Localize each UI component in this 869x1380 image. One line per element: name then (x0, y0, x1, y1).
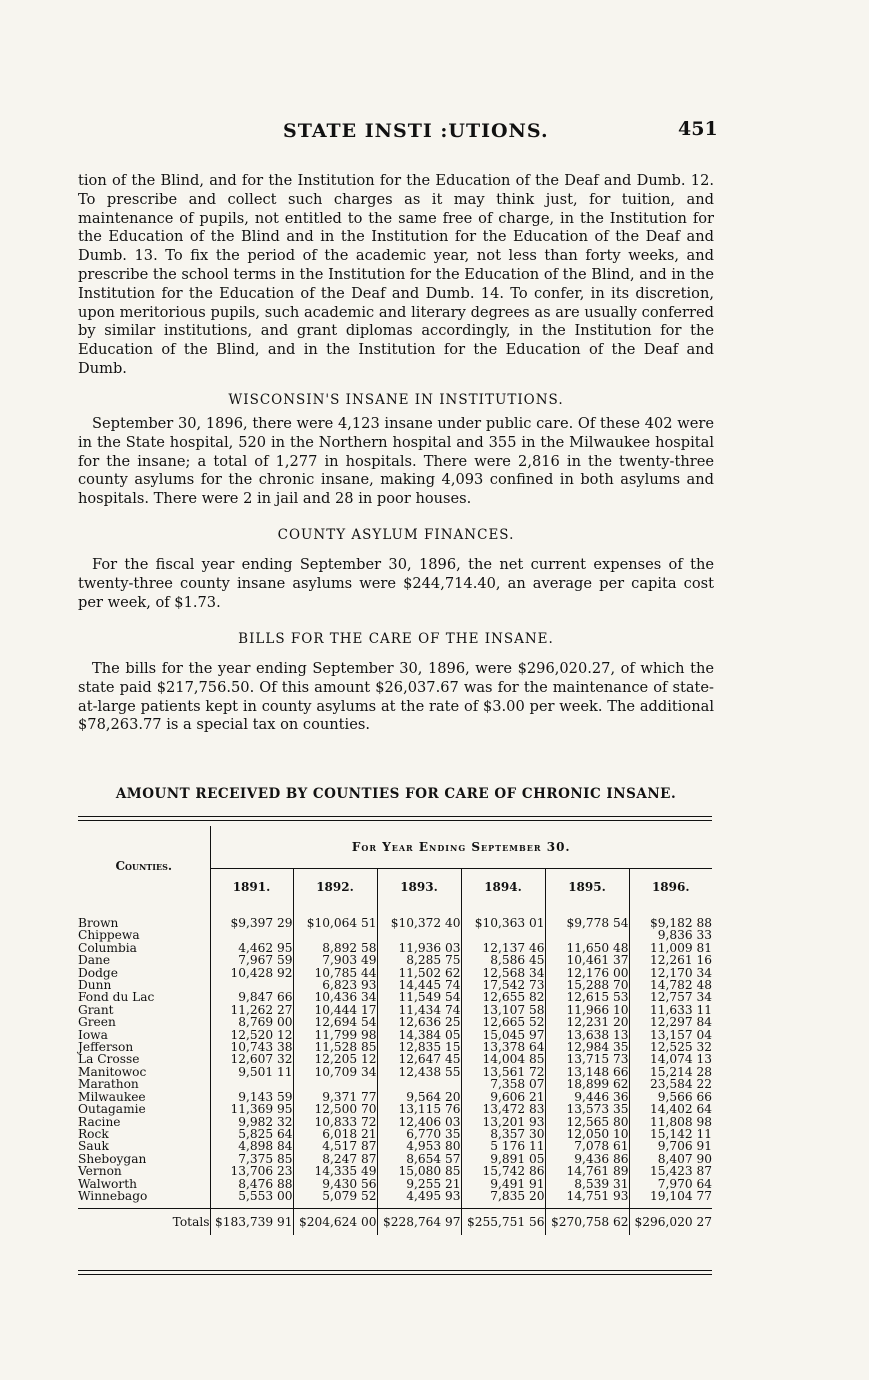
amount-cell: 12,984 35 (545, 1041, 629, 1053)
amount-cell: 12,607 32 (210, 1053, 293, 1065)
totals-label: Totals (78, 1209, 210, 1236)
amount-cell: 13,638 13 (545, 1029, 629, 1041)
amount-cell: 9,566 66 (629, 1091, 712, 1103)
amount-cell: 14,335 49 (293, 1165, 377, 1177)
amount-cell: 12,137 46 (461, 942, 545, 954)
amount-cell: 15,742 86 (461, 1165, 545, 1177)
amount-cell: 11,650 48 (545, 942, 629, 954)
amount-cell: 14,402 64 (629, 1103, 712, 1115)
amount-cell: 8,892 58 (293, 942, 377, 954)
county-name: Milwaukee (78, 1089, 146, 1104)
amount-cell: 8,476 88 (210, 1178, 293, 1190)
amount-cell: 11,369 95 (210, 1103, 293, 1115)
county-name: Rock (78, 1126, 109, 1141)
amount-cell: 11,808 98 (629, 1116, 712, 1128)
amount-cell: 12,615 53 (545, 991, 629, 1003)
page-header-title: STATE INSTI :UTIONS. (283, 120, 549, 142)
amount-cell: 8,654 57 (377, 1153, 461, 1165)
amount-cell: 15,288 70 (545, 979, 629, 991)
amount-cell: 14,004 85 (461, 1053, 545, 1065)
amount-cell: 10,428 92 (210, 967, 293, 979)
amount-cell: $10,064 51 (293, 905, 377, 929)
page-number: 451 (678, 118, 718, 140)
table-bottom-rule-inner (78, 1274, 712, 1275)
amount-cell: 8,586 45 (461, 954, 545, 966)
amount-cell: 4,953 80 (377, 1140, 461, 1152)
amount-cell: 12,835 15 (377, 1041, 461, 1053)
intro-paragraph (78, 172, 714, 379)
amount-cell: 6,770 35 (377, 1128, 461, 1140)
amount-cell: 13,715 73 (545, 1053, 629, 1065)
amount-cell: 15,423 87 (629, 1165, 712, 1177)
amount-cell: 8,539 31 (545, 1178, 629, 1190)
amount-cell: 13,573 35 (545, 1103, 629, 1115)
amount-cell: 12,500 70 (293, 1103, 377, 1115)
total-cell: $296,020 27 (629, 1209, 712, 1236)
county-name: Jefferson (78, 1040, 134, 1055)
finances-paragraph: For the fiscal year ending September 30, 1896, the net current expenses of the twenty-three county insane asylums were $244,714.40, an average per capita cost per week, of $1.73. (78, 556, 714, 611)
amount-cell: 9,446 36 (545, 1091, 629, 1103)
table-top-rule-inner (78, 820, 712, 821)
year-header: 1893. (377, 869, 461, 906)
amount-cell: 14,074 13 (629, 1053, 712, 1065)
amount-cell: 11,528 85 (293, 1041, 377, 1053)
county-name: Walworth (78, 1176, 137, 1191)
amount-cell: 11,262 27 (210, 1004, 293, 1016)
section-heading-bills: BILLS FOR THE CARE OF THE INSANE. (238, 631, 554, 647)
amount-cell: 14,445 74 (377, 979, 461, 991)
county-name: La Crosse (78, 1052, 140, 1067)
year-header: 1896. (629, 869, 712, 906)
section-text-insane (78, 415, 714, 509)
amount-cell: 6,823 93 (293, 979, 377, 991)
county-name: Grant (78, 1002, 114, 1017)
amount-cell: 6,018 21 (293, 1128, 377, 1140)
amount-cell: 5 176 11 (461, 1140, 545, 1152)
amount-cell: 11,633 11 (629, 1004, 712, 1016)
amount-cell: $9,397 29 (210, 905, 293, 929)
total-cell: $228,764 97 (377, 1209, 461, 1236)
amount-cell: 10,436 34 (293, 991, 377, 1003)
table-top-rule (78, 816, 712, 817)
amount-cell: 7,835 20 (461, 1190, 545, 1209)
amount-cell (377, 929, 461, 941)
amount-cell: 12,261 16 (629, 954, 712, 966)
county-name: Vernon (78, 1164, 122, 1179)
amount-cell: 12,438 55 (377, 1066, 461, 1078)
county-name: Marathon (78, 1077, 139, 1092)
section-text-bills (78, 660, 714, 735)
county-name: Fond du Lac (78, 990, 155, 1005)
amount-cell: 8,357 30 (461, 1128, 545, 1140)
table-row (78, 1078, 712, 1090)
amount-cell: 10,461 37 (545, 954, 629, 966)
amount-cell: $9,778 54 (545, 905, 629, 929)
year-header: 1891. (210, 869, 293, 906)
amount-cell: 4,495 93 (377, 1190, 461, 1209)
table-bottom-rule (78, 1270, 712, 1271)
amount-cell: 12,205 12 (293, 1053, 377, 1065)
amount-cell: 8,769 00 (210, 1016, 293, 1028)
amount-cell: 12,665 52 (461, 1016, 545, 1028)
amount-cell: 9,143 59 (210, 1091, 293, 1103)
amount-cell: 14,761 89 (545, 1165, 629, 1177)
amount-cell: 10,743 38 (210, 1041, 293, 1053)
amount-cell: 12,406 03 (377, 1116, 461, 1128)
amount-cell: 7,358 07 (461, 1078, 545, 1090)
amount-cell: 9,436 86 (545, 1153, 629, 1165)
county-name: Dunn (78, 978, 112, 993)
amount-cell: 11,799 98 (293, 1029, 377, 1041)
table-body (78, 905, 712, 1209)
amount-cell: 23,584 22 (629, 1078, 712, 1090)
amount-cell: 12,525 32 (629, 1041, 712, 1053)
year-header: 1895. (545, 869, 629, 906)
amount-cell: 10,785 44 (293, 967, 377, 979)
amount-cell (461, 929, 545, 941)
table-row (78, 905, 712, 929)
amount-cell: 13,561 72 (461, 1066, 545, 1078)
county-name: Chippewa (78, 928, 140, 943)
total-cell: $255,751 56 (461, 1209, 545, 1236)
table-row (78, 1103, 712, 1115)
amount-cell: 10,444 17 (293, 1004, 377, 1016)
amount-cell: 14,782 48 (629, 979, 712, 991)
running-header (0, 120, 869, 148)
amount-cell: 9,836 33 (629, 929, 712, 941)
amount-cell: 15,080 85 (377, 1165, 461, 1177)
county-name: Iowa (78, 1027, 108, 1042)
amount-cell: 15,045 97 (461, 1029, 545, 1041)
amount-cell: 8,247 87 (293, 1153, 377, 1165)
amount-cell (377, 1078, 461, 1090)
amount-cell: 11,936 03 (377, 942, 461, 954)
amount-cell: 13,706 23 (210, 1165, 293, 1177)
amount-cell: 13,107 58 (461, 1004, 545, 1016)
amount-cell: $9,182 88 (629, 905, 712, 929)
county-name: Columbia (78, 940, 137, 955)
amount-cell: 7,967 59 (210, 954, 293, 966)
amount-cell: 12,565 80 (545, 1116, 629, 1128)
insane-care-table (78, 826, 712, 1235)
amount-cell: 13,472 83 (461, 1103, 545, 1115)
amount-cell: 11,549 54 (377, 991, 461, 1003)
amount-cell: 9,891 05 (461, 1153, 545, 1165)
amount-cell: 11,434 74 (377, 1004, 461, 1016)
amount-cell: 9,371 77 (293, 1091, 377, 1103)
amount-cell: 10,709 34 (293, 1066, 377, 1078)
amount-cell: 7,903 49 (293, 954, 377, 966)
section-heading-insane: WISCONSIN'S INSANE IN INSTITUTIONS. (228, 392, 564, 408)
table-row (78, 954, 712, 966)
table-row (78, 1165, 712, 1177)
table-row (78, 1190, 712, 1209)
county-name: Winnebago (78, 1188, 148, 1203)
amount-cell: $10,372 40 (377, 905, 461, 929)
amount-cell: 13,157 04 (629, 1029, 712, 1041)
amount-cell: 15,142 11 (629, 1128, 712, 1140)
amount-cell: 14,751 93 (545, 1190, 629, 1209)
amount-cell: 13,201 93 (461, 1116, 545, 1128)
amount-cell: 12,655 82 (461, 991, 545, 1003)
amount-cell: 12,176 00 (545, 967, 629, 979)
amount-cell: 11,966 10 (545, 1004, 629, 1016)
amount-cell: 9,847 66 (210, 991, 293, 1003)
amount-cell: 12,636 25 (377, 1016, 461, 1028)
table-row (78, 1016, 712, 1028)
amount-cell: 5,553 00 (210, 1190, 293, 1209)
amount-cell: 18,899 62 (545, 1078, 629, 1090)
amount-cell: 9,706 91 (629, 1140, 712, 1152)
amount-cell: 12,520 12 (210, 1029, 293, 1041)
totals-row (78, 1209, 712, 1236)
county-name: Brown (78, 916, 119, 930)
county-name: Outagamie (78, 1102, 146, 1117)
county-name: Sheboygan (78, 1151, 147, 1166)
amount-cell: 12,757 34 (629, 991, 712, 1003)
total-cell: $270,758 62 (545, 1209, 629, 1236)
amount-cell: 13,378 64 (461, 1041, 545, 1053)
amount-cell: 9,982 32 (210, 1116, 293, 1128)
county-name: Green (78, 1015, 116, 1030)
amount-cell: 13,148 66 (545, 1066, 629, 1078)
section-heading-finances: COUNTY ASYLUM FINANCES. (277, 527, 515, 543)
amount-cell: 11,502 62 (377, 967, 461, 979)
amount-cell: 8,407 90 (629, 1153, 712, 1165)
amount-cell: 12,231 20 (545, 1016, 629, 1028)
amount-cell: 12,297 84 (629, 1016, 712, 1028)
amount-cell: 12,170 34 (629, 967, 712, 979)
year-header: 1894. (461, 869, 545, 906)
amount-cell: 15,214 28 (629, 1066, 712, 1078)
amount-cell (293, 929, 377, 941)
amount-cell: 9,255 21 (377, 1178, 461, 1190)
amount-cell: 9,501 11 (210, 1066, 293, 1078)
bills-paragraph: The bills for the year ending September 30, 1896, were $296,020.27, of which the state paid $217,756.50. Of this amount $26,037.67 was for the maintenance of state-at-large patients kept in county asylums at the rate of $3.00 per week. The additional $78,263.77 is a special tax on counties. (78, 660, 714, 734)
year-group-header: For Year Ending September 30. (210, 826, 712, 869)
table-row (78, 1053, 712, 1065)
amount-cell: 4,462 95 (210, 942, 293, 954)
amount-cell: 12,647 45 (377, 1053, 461, 1065)
table-title: AMOUNT RECEIVED BY COUNTIES FOR CARE OF CHRONIC INSANE. (115, 786, 677, 802)
amount-cell: 12,050 10 (545, 1128, 629, 1140)
year-header: 1892. (293, 869, 377, 906)
total-cell: $183,739 91 (210, 1209, 293, 1236)
amount-cell: 12,568 34 (461, 967, 545, 979)
amount-cell: 9,430 56 (293, 1178, 377, 1190)
section-text-finances (78, 556, 714, 612)
amount-cell: 9,606 21 (461, 1091, 545, 1103)
total-cell: $204,624 00 (293, 1209, 377, 1236)
amount-cell: 14,384 05 (377, 1029, 461, 1041)
amount-cell: 8,285 75 (377, 954, 461, 966)
intro-text: tion of the Blind, and for the Institution for the Education of the Deaf and Dumb. 12. To prescribe and collect such charges as it may think just, for tuition, and maintenance of pupils, not entitled to the same free of charge, in the Institution for the Education of the Blind and in the Institution for the Education of the Deaf and Dumb. 13. To fix the period of the academic year, not less than forty weeks, and prescribe the school terms in the Institution for the Education of the Blind, and in the Institution for the Education of the Deaf and Dumb. 14. To confer, in its discretion, upon meritorious pupils, such academic and literary degrees as are usually conferred by similar institutions, and grant diplomas accordingly, in the Institution for the Education of the Blind, and in the Institution for the Education of the Deaf and Dumb. (78, 172, 714, 377)
amount-cell (210, 1078, 293, 1090)
amount-cell: $10,363 01 (461, 905, 545, 929)
table-row (78, 991, 712, 1003)
county-name: Manitowoc (78, 1064, 147, 1079)
table-row (78, 929, 712, 941)
amount-cell: 7,078 61 (545, 1140, 629, 1152)
amount-cell: 5,825 64 (210, 1128, 293, 1140)
amount-cell: 10,833 72 (293, 1116, 377, 1128)
amount-cell: 4,898 84 (210, 1140, 293, 1152)
amount-cell: 4,517 87 (293, 1140, 377, 1152)
amount-cell: 19,104 77 (629, 1190, 712, 1209)
amount-cell: 9,564 20 (377, 1091, 461, 1103)
amount-cell: 12,694 54 (293, 1016, 377, 1028)
county-name: Dane (78, 953, 111, 968)
amount-cell (545, 929, 629, 941)
amount-cell: 7,375 85 (210, 1153, 293, 1165)
county-name: Racine (78, 1114, 121, 1129)
table-row (78, 1140, 712, 1152)
insane-paragraph: September 30, 1896, there were 4,123 insane under public care. Of these 402 were in the State hospital, 520 in the Northern hospital and 355 in the Milwaukee hospital for the insane; a total of 1,277 in hospitals. There were 2,816 in the twenty-three county asylums for the chronic insane, making 4,093 confined in both asylums and hospitals. There were 2 in jail and 28 in poor houses. (78, 415, 714, 508)
county-name: Sauk (78, 1139, 109, 1154)
amount-cell: 11,009 81 (629, 942, 712, 954)
county-name: Dodge (78, 965, 118, 980)
amount-cell: 7,970 64 (629, 1178, 712, 1190)
amount-cell: 13,115 76 (377, 1103, 461, 1115)
amount-cell: 17,542 73 (461, 979, 545, 991)
counties-header: Counties. (115, 858, 173, 873)
amount-cell: 5,079 52 (293, 1190, 377, 1209)
amount-cell: 9,491 91 (461, 1178, 545, 1190)
amount-cell (210, 929, 293, 941)
amount-cell (293, 1078, 377, 1090)
